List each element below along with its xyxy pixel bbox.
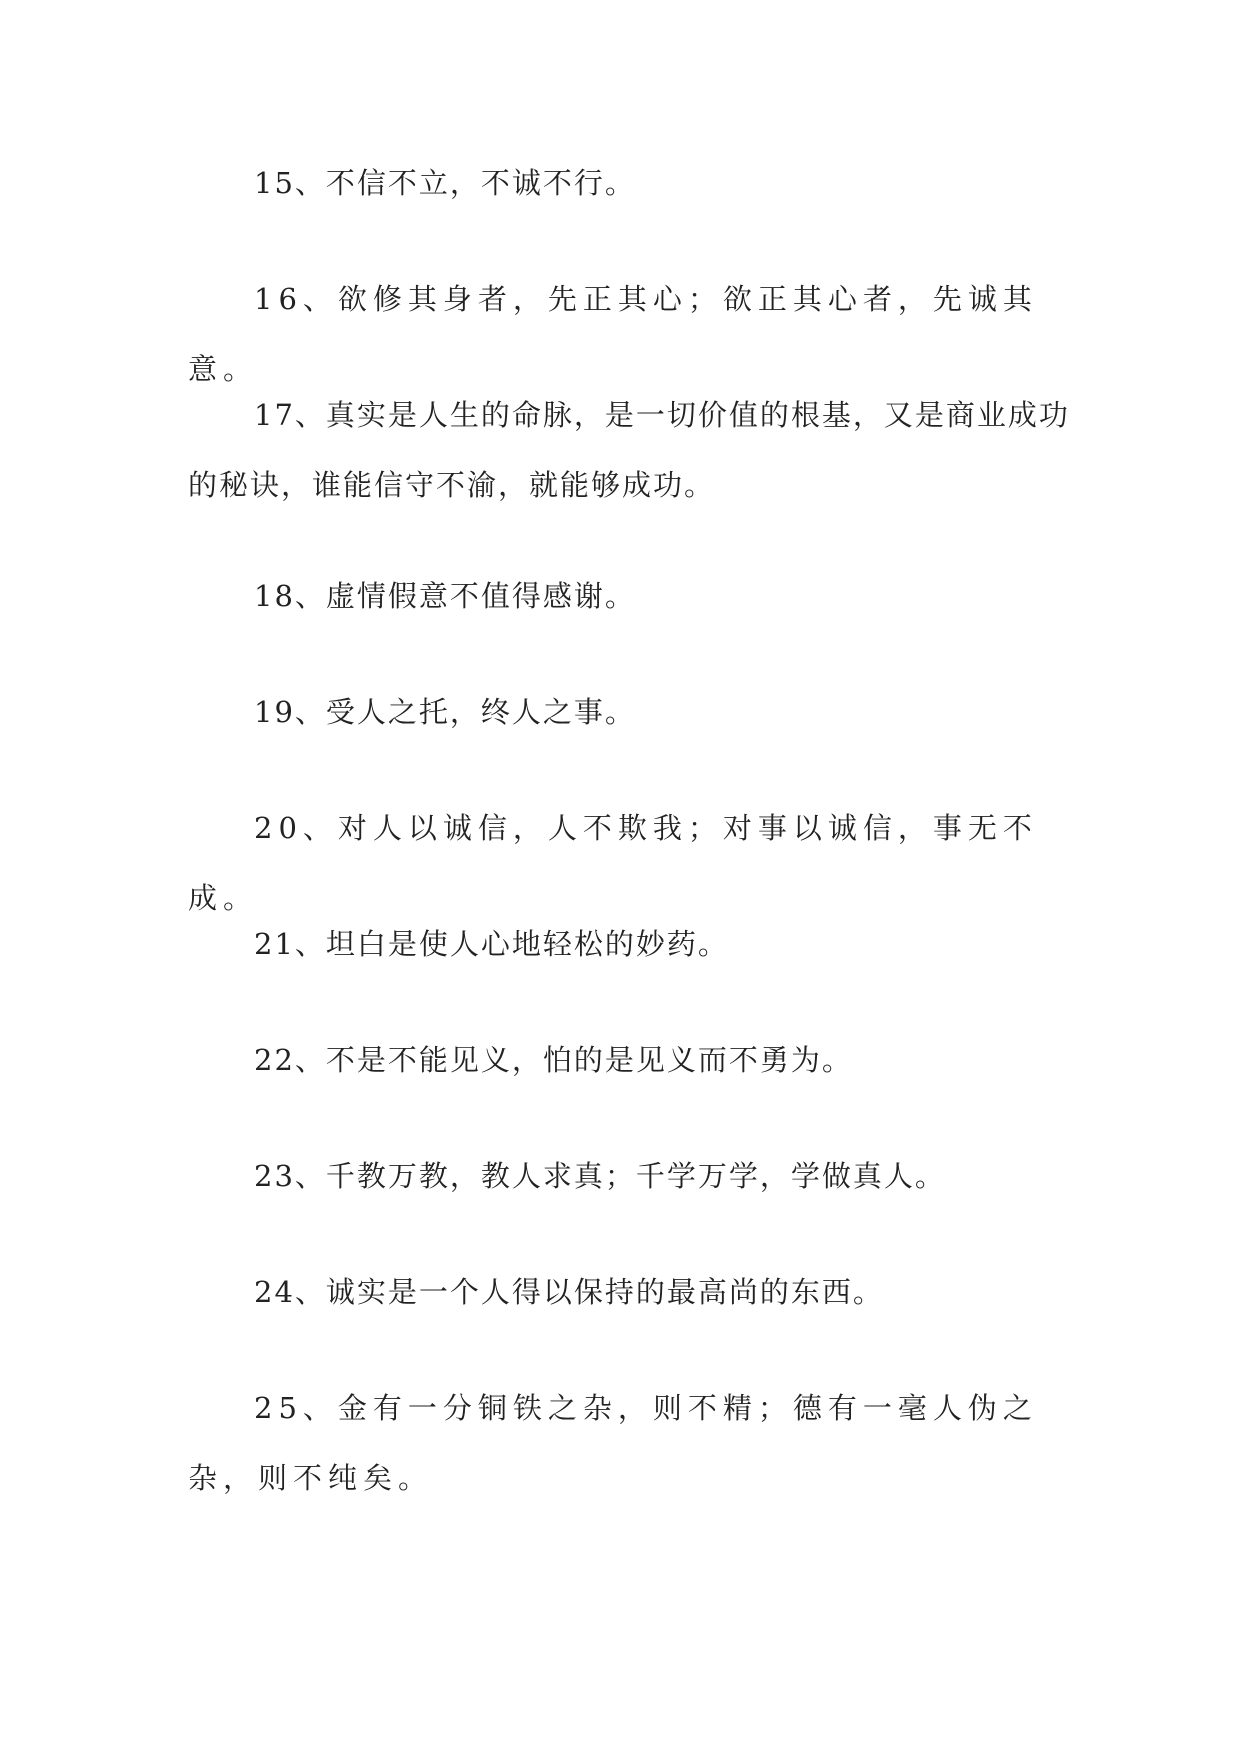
- quote-paragraph-19: 19、受人之托，终人之事。: [254, 695, 636, 729]
- quote-paragraph-20: 20、对人以诚信，人不欺我；对事以诚信，事无不成。: [188, 811, 1038, 915]
- quote-paragraph-17: 17、真实是人生的命脉，是一切价值的根基，又是商业成功的秘诀，谁能信守不渝，就能够成功。: [188, 398, 1070, 502]
- quote-paragraph-21: 21、坦白是使人心地轻松的妙药。: [254, 927, 729, 961]
- quote-paragraph-15: 15、不信不立，不诚不行。: [254, 166, 636, 200]
- quote-paragraph-23: 23、千教万教，教人求真；千学万学，学做真人。: [254, 1159, 946, 1193]
- quote-paragraph-16: 16、欲修其身者，先正其心；欲正其心者，先诚其意。: [188, 282, 1038, 386]
- quote-paragraph-25: 25、金有一分铜铁之杂，则不精；德有一毫人伪之杂，则不纯矣。: [188, 1391, 1038, 1495]
- quote-paragraph-24: 24、诚实是一个人得以保持的最高尚的东西。: [254, 1275, 884, 1309]
- quote-paragraph-18: 18、虚情假意不值得感谢。: [254, 579, 636, 613]
- quote-paragraph-22: 22、不是不能见义，怕的是见义而不勇为。: [254, 1043, 853, 1077]
